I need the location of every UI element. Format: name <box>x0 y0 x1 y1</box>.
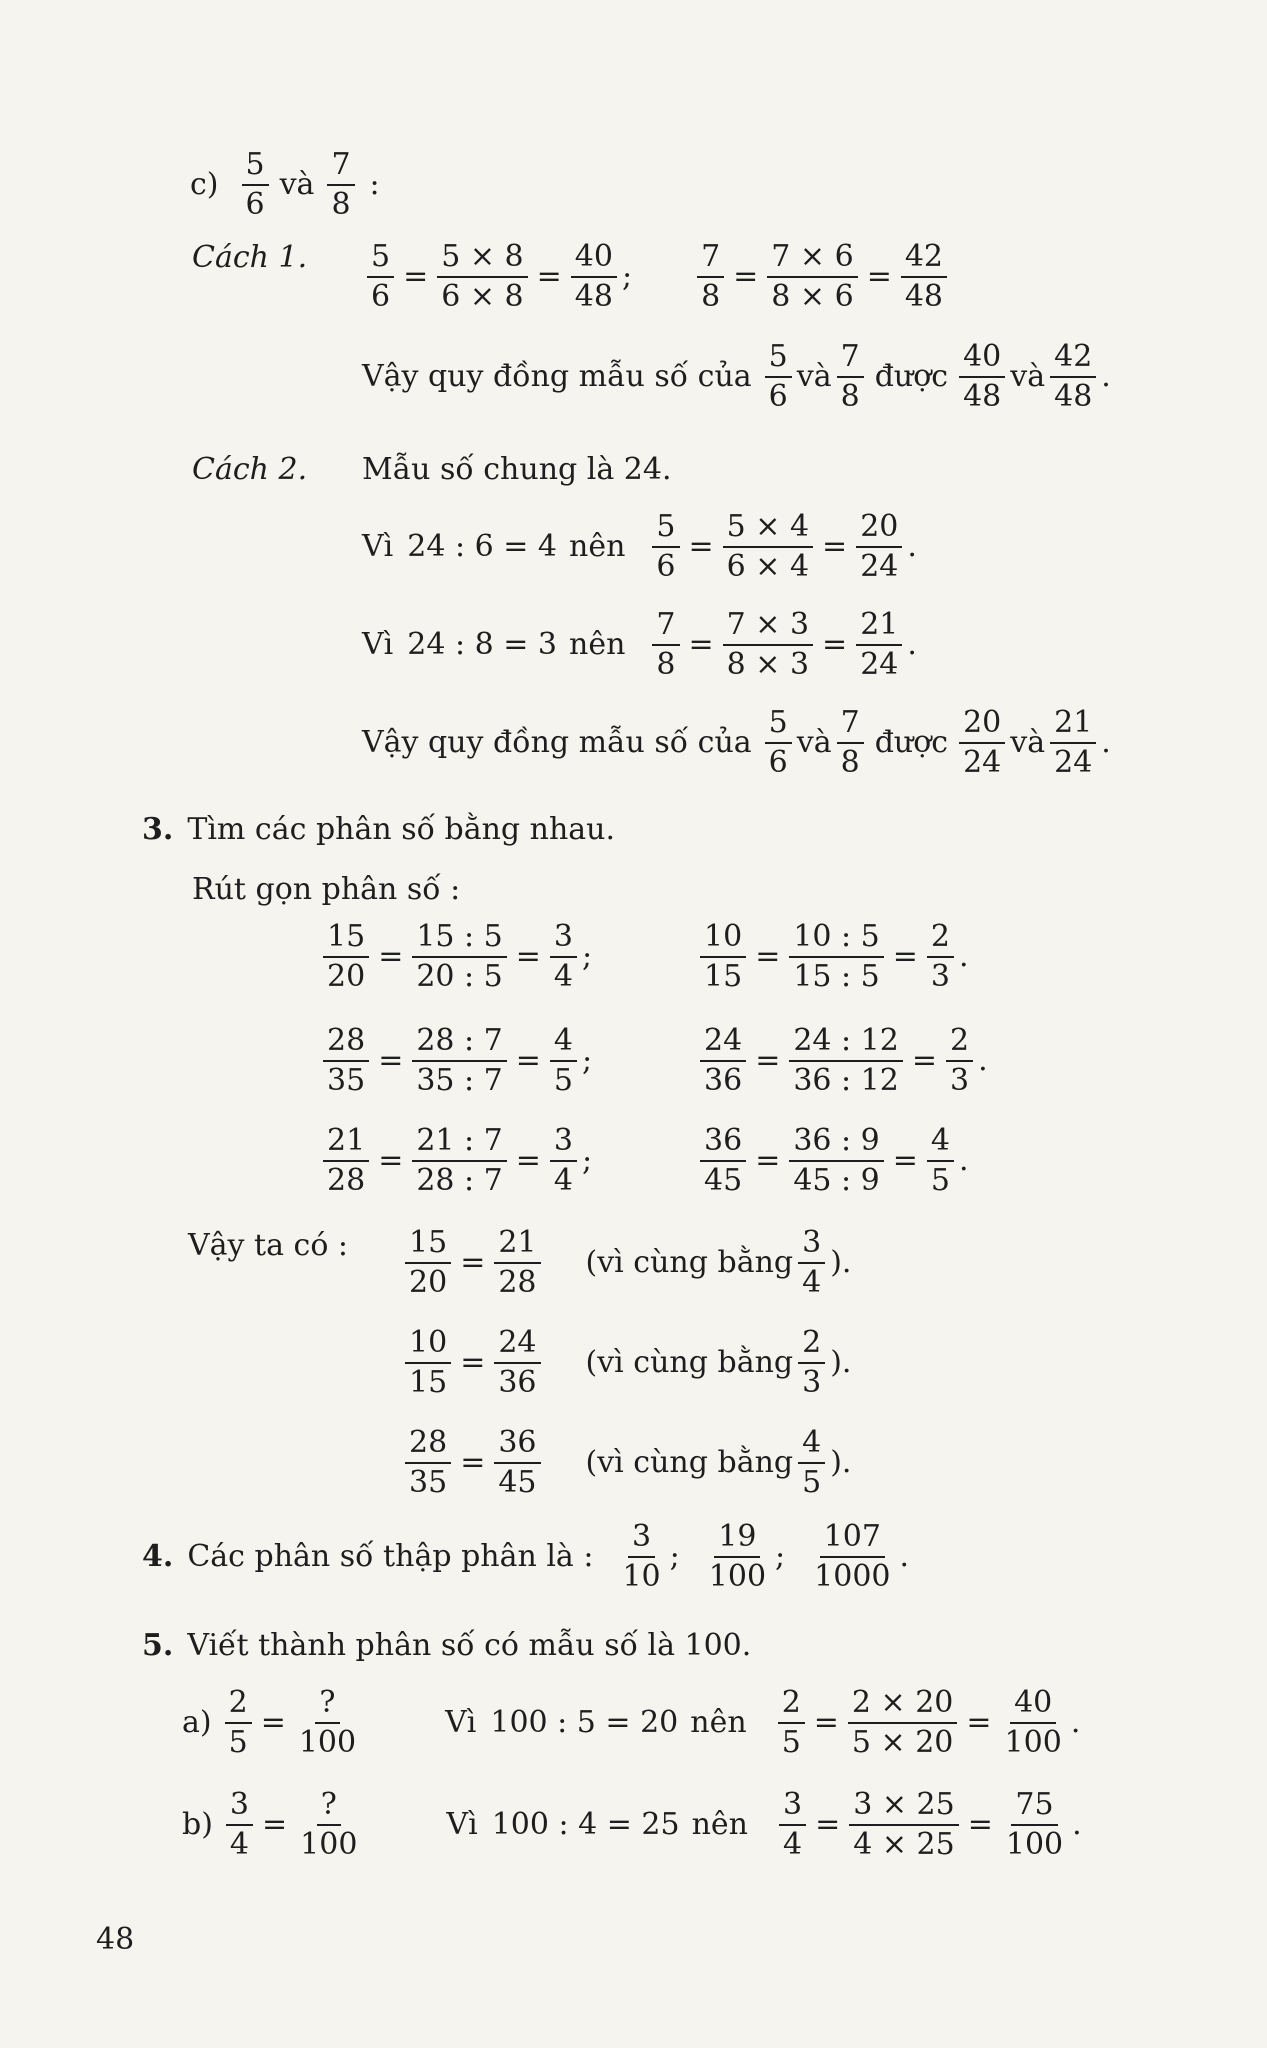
method-label: Cách 1. <box>192 240 308 275</box>
fraction: $\frac{5}{6}$ <box>242 148 269 221</box>
fraction: $\frac{20}{24}$ <box>856 510 902 583</box>
fraction: $\frac{19}{100}$ <box>708 1519 767 1594</box>
fraction: $\frac{75}{100}$ <box>1005 1787 1064 1862</box>
fraction: $\frac{42}{48}$ <box>1050 340 1096 413</box>
fraction: $\frac{2}{3}$ <box>927 920 954 993</box>
fraction: $\frac{28}{35}$ <box>323 1024 369 1097</box>
exercise-3-sub: Rút gọn phân số : <box>192 872 461 907</box>
fraction: $\frac{2}{3}$ <box>798 1326 825 1399</box>
fraction: $\frac{?}{100}$ <box>300 1787 358 1862</box>
word-va: và <box>279 167 315 203</box>
fraction: $\frac{5}{6}$ <box>765 340 792 413</box>
fraction: $\frac{3}{4}$ <box>550 1124 577 1197</box>
exercise-3-title: 3. Tìm các phân số bằng nhau. <box>142 812 616 847</box>
cach-1-equations: $\frac{5}{6}$ = $\frac{5 \times 8}{6 \times 8}$ = $\frac{40}{48}$ ; $\frac{7}{8}$ = $\frac{7 \times 6}{8 \times 6}$ = $\frac{42}{48}$ <box>362 240 952 313</box>
fraction: $\frac{42}{48}$ <box>901 240 947 313</box>
fraction: $\frac{2}{5}$ <box>778 1686 805 1759</box>
fraction: $\frac{7}{8}$ <box>327 148 354 221</box>
fraction: $\frac{5}{6}$ <box>765 706 792 779</box>
page-number: 48 <box>96 1922 135 1957</box>
fraction: $\frac{7 \times 6}{8 \times 6}$ <box>767 240 857 313</box>
reduce-eq: $\frac{36}{45}$ = $\frac{36 : 9}{45 : 9}$ = $\frac{4}{5}$ . <box>695 1124 969 1197</box>
fraction: $\frac{7}{8}$ <box>837 706 864 779</box>
exercise-5-title: 5. Viết thành phân số có mẫu số là 100. <box>142 1628 752 1663</box>
reduce-eq: $\frac{10}{15}$ = $\frac{10 : 5}{15 : 5}$ = $\frac{2}{3}$ . <box>695 920 969 993</box>
fraction: $\frac{24}{36}$ <box>700 1024 746 1097</box>
fraction: $\frac{7}{8}$ <box>837 340 864 413</box>
cach-1-result: Vậy quy đồng mẫu số của $\frac{5}{6}$ và $\frac{7}{8}$ được $\frac{40}{48}$ và $\frac{42}{48}$ . <box>362 339 1111 414</box>
fraction: $\frac{3}{4}$ <box>550 920 577 993</box>
fraction: $\frac{5}{6}$ <box>367 240 394 313</box>
fraction: $\frac{10}{15}$ <box>700 920 746 993</box>
cach-2-result: Vậy quy đồng mẫu số của $\frac{5}{6}$ và $\frac{7}{8}$ được $\frac{20}{24}$ và $\frac{21}{24}$ . <box>362 705 1111 780</box>
fraction: $\frac{40}{100}$ <box>1004 1685 1062 1760</box>
fraction: $\frac{2 \times 20}{5 \times 20}$ <box>848 1686 957 1759</box>
cach-1-row <box>192 240 362 275</box>
fraction: $\frac{4}{5}$ <box>798 1426 825 1499</box>
fraction: $\frac{7 \times 3}{8 \times 3}$ <box>723 608 813 681</box>
fraction: $\frac{20}{24}$ <box>959 706 1005 779</box>
fraction: $\frac{10}{15}$ <box>405 1326 451 1399</box>
fraction: $\frac{5 \times 4}{6 \times 4}$ <box>723 510 813 583</box>
fraction: $\frac{3}{10}$ <box>622 1519 661 1594</box>
fraction: $\frac{5 \times 8}{6 \times 8}$ <box>437 240 527 313</box>
colon: : <box>369 167 380 203</box>
cach-2-eq-2: Vì 24 : 8 = 3 nên $\frac{7}{8}$ = $\frac{7 \times 3}{8 \times 3}$ = $\frac{21}{24}$ . <box>362 607 917 682</box>
method-label: Cách 2. <box>192 452 308 487</box>
fraction: $\frac{3}{4}$ <box>798 1226 825 1299</box>
equal-pair: $\frac{15}{20}$ = $\frac{21}{28}$ (vì cùng bằng $\frac{3}{4}$ ). <box>400 1226 851 1299</box>
fraction: $\frac{36}{45}$ <box>700 1124 746 1197</box>
fraction: $\frac{2}{5}$ <box>225 1686 252 1759</box>
fraction: $\frac{3}{4}$ <box>226 1788 253 1861</box>
fraction: $\frac{21}{28}$ <box>494 1226 540 1299</box>
fraction: $\frac{4}{5}$ <box>927 1124 954 1197</box>
fraction: $\frac{28 : 7}{35 : 7}$ <box>412 1024 506 1097</box>
part-c-header <box>190 148 380 221</box>
exercise-5b: b) $\frac{3}{4}$ = $\frac{?}{100}$ Vì 100 : 4 = 25 nên $\frac{3}{4}$ = $\frac{3 \times 25}{4 \times 25}$ = $\frac{75}{100}$ . <box>182 1787 1082 1862</box>
reduce-eq: $\frac{21}{28}$ = $\frac{21 : 7}{28 : 7}$ = $\frac{3}{4}$ ; <box>318 1124 592 1197</box>
fraction: $\frac{10 : 5}{15 : 5}$ <box>789 920 883 993</box>
fraction: $\frac{21}{24}$ <box>856 608 902 681</box>
equal-pair: $\frac{28}{35}$ = $\frac{36}{45}$ (vì cùng bằng $\frac{4}{5}$ ). <box>400 1426 851 1499</box>
fraction: $\frac{3 \times 25}{4 \times 25}$ <box>849 1788 958 1861</box>
fraction: $\frac{7}{8}$ <box>697 240 724 313</box>
fraction: $\frac{15}{20}$ <box>323 920 369 993</box>
fraction: $\frac{24}{36}$ <box>494 1326 540 1399</box>
conclusion-label: Vậy ta có : <box>188 1228 349 1263</box>
fraction: $\frac{28}{35}$ <box>405 1426 451 1499</box>
fraction: $\frac{4}{5}$ <box>550 1024 577 1097</box>
fraction: $\frac{40}{48}$ <box>959 340 1005 413</box>
fraction: $\frac{21}{24}$ <box>1050 706 1096 779</box>
fraction: $\frac{107}{1000}$ <box>814 1519 891 1594</box>
reduce-eq: $\frac{28}{35}$ = $\frac{28 : 7}{35 : 7}$ = $\frac{4}{5}$ ; <box>318 1024 592 1097</box>
fraction: $\frac{15}{20}$ <box>405 1226 451 1299</box>
fraction: $\frac{?}{100}$ <box>298 1685 357 1760</box>
fraction: $\frac{21}{28}$ <box>323 1124 369 1197</box>
reduce-eq: $\frac{24}{36}$ = $\frac{24 : 12}{36 : 12}$ = $\frac{2}{3}$ . <box>695 1024 988 1097</box>
equal-pair: $\frac{10}{15}$ = $\frac{24}{36}$ (vì cùng bằng $\frac{2}{3}$ ). <box>400 1326 851 1399</box>
fraction: $\frac{21 : 7}{28 : 7}$ <box>412 1124 506 1197</box>
fraction: $\frac{36 : 9}{45 : 9}$ <box>789 1124 883 1197</box>
fraction: $\frac{15 : 5}{20 : 5}$ <box>412 920 506 993</box>
fraction: $\frac{3}{4}$ <box>779 1788 806 1861</box>
fraction: $\frac{40}{48}$ <box>571 240 617 313</box>
cach-2-eq-1: Vì 24 : 6 = 4 nên $\frac{5}{6}$ = $\frac{5 \times 4}{6 \times 4}$ = $\frac{20}{24}$ . <box>362 509 917 584</box>
part-label: c) <box>190 167 219 203</box>
fraction: $\frac{5}{6}$ <box>652 510 679 583</box>
fraction: $\frac{2}{3}$ <box>946 1024 973 1097</box>
exercise-4: 4. Các phân số thập phân là : $\frac{3}{10}$ ; $\frac{19}{100}$ ; $\frac{107}{1000}$ . <box>142 1519 910 1594</box>
fraction: $\frac{7}{8}$ <box>652 608 679 681</box>
fraction: $\frac{24 : 12}{36 : 12}$ <box>789 1024 903 1097</box>
exercise-5a: a) $\frac{2}{5}$ = $\frac{?}{100}$ Vì 100 : 5 = 20 nên $\frac{2}{5}$ = $\frac{2 \times 20}{5 \times 20}$ = $\frac{40}{100}$ . <box>182 1685 1081 1760</box>
common-denominator: Mẫu số chung là 24. <box>362 452 672 487</box>
reduce-eq: $\frac{15}{20}$ = $\frac{15 : 5}{20 : 5}$ = $\frac{3}{4}$ ; <box>318 920 592 993</box>
fraction: $\frac{36}{45}$ <box>494 1426 540 1499</box>
cach-2-row <box>192 452 307 487</box>
